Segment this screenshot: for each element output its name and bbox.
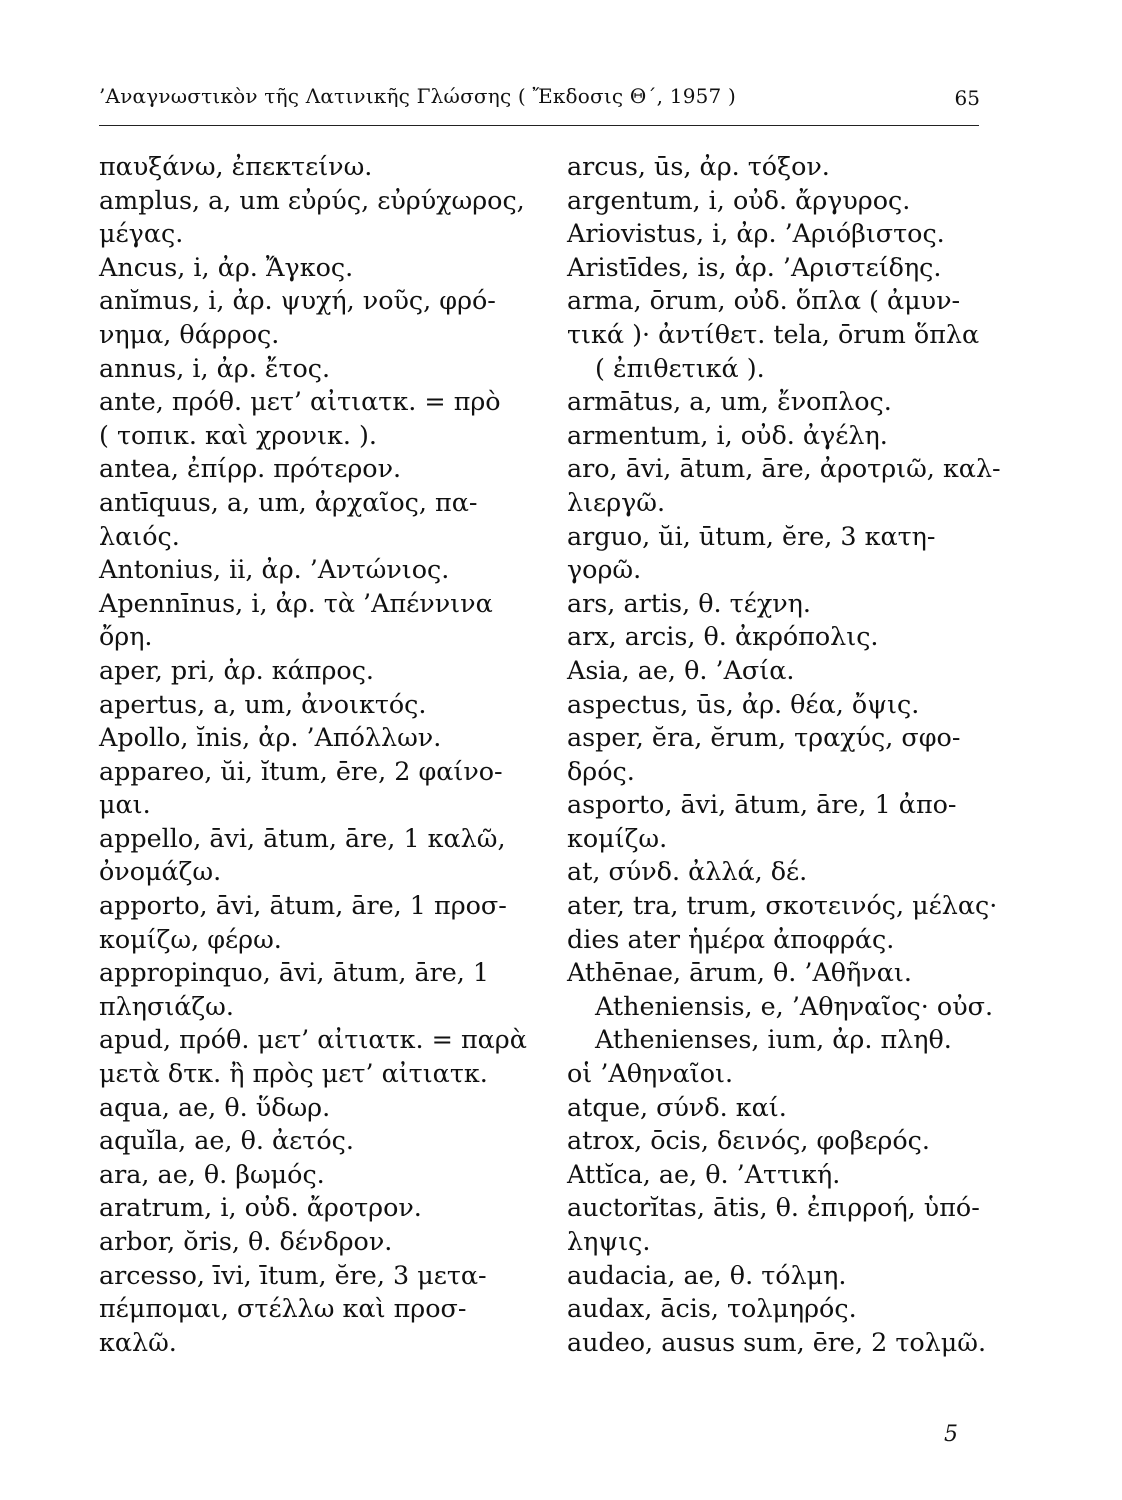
dictionary-line: asporto, āvi, ātum, āre, 1 ἀπο-: [567, 789, 957, 820]
dictionary-line: aqua, ae, θ. ὕδωρ.: [99, 1091, 331, 1122]
dictionary-line: μέγας.: [99, 218, 184, 249]
dictionary-line: δρός.: [567, 755, 635, 786]
dictionary-line: arbor, ŏris, θ. δένδρον.: [99, 1226, 393, 1256]
dictionary-line: asper, ĕra, ĕrum, τραχύς, σφο-: [567, 722, 961, 753]
dictionary-line: ( τοπικ. καὶ χρονικ. ).: [99, 419, 377, 450]
dictionary-line: τικά )· ἀντίθετ. tela, ōrum ὅπλα: [567, 318, 980, 349]
left-column: [99, 150, 539, 1359]
dictionary-line: Athenienses, ium, ἀρ. πληθ.: [595, 1024, 952, 1055]
dictionary-line: κομίζω.: [567, 822, 668, 853]
dictionary-line: μετὰ δτκ. ἢ πρὸς μετ’ αἰτιατκ.: [99, 1058, 488, 1089]
dictionary-line: arx, arcis, θ. ἀκρόπολις.: [567, 621, 879, 652]
dictionary-line: ara, ae, θ. βωμός.: [99, 1158, 325, 1189]
dictionary-line: καλῶ.: [99, 1326, 177, 1357]
dictionary-line: arcus, ūs, ἀρ. τόξον.: [567, 151, 830, 181]
dictionary-line: audacia, ae, θ. τόλμη.: [567, 1259, 847, 1290]
dictionary-line: ater, tra, trum, σκοτεινός, μέλας·: [567, 890, 998, 921]
dictionary-line: aquĭla, ae, θ. ἀετός.: [99, 1125, 354, 1156]
dictionary-line: apud, πρόθ. μετ’ αἰτιατκ. = παρὰ: [99, 1024, 527, 1055]
right-column: [567, 150, 1001, 1359]
dictionary-line: γορῶ.: [567, 554, 642, 585]
dictionary-line: anĭmus, i, ἀρ. ψυχή, νοῦς, φρό-: [99, 285, 496, 316]
dictionary-line: appropinquo, āvi, ātum, āre, 1: [99, 957, 490, 988]
dictionary-line: νημα, θάρρος.: [99, 318, 280, 349]
dictionary-line: πέμπομαι, στέλλω καὶ προσ-: [99, 1293, 467, 1324]
dictionary-line: Ancus, i, ἀρ. Ἄγκος.: [99, 251, 354, 282]
dictionary-line: appareo, ŭi, ĭtum, ēre, 2 φαίνο-: [99, 755, 503, 786]
dictionary-line: at, σύνδ. ἀλλά, δέ.: [567, 856, 808, 887]
dictionary-line: Atheniensis, e, ’Αθηναῖος· οὐσ.: [595, 990, 994, 1021]
dictionary-line: armātus, a, um, ἔνοπλος.: [567, 386, 892, 417]
dictionary-line: ( ἐπιθετικά ).: [595, 352, 765, 383]
header-rule: [99, 125, 979, 126]
dictionary-line: ante, πρόθ. μετ’ αἰτιατκ. = πρὸ: [99, 386, 501, 417]
dictionary-line: ληψις.: [567, 1226, 651, 1256]
dictionary-line: arguo, ŭi, ūtum, ĕre, 3 κατη-: [567, 520, 936, 551]
dictionary-line: arma, ōrum, οὐδ. ὅπλα ( ἀμυν-: [567, 285, 961, 316]
dictionary-line: audeo, ausus sum, ēre, 2 τολμῶ.: [567, 1326, 987, 1357]
dictionary-line: λαιός.: [99, 520, 180, 551]
dictionary-line: appello, āvi, ātum, āre, 1 καλῶ,: [99, 822, 506, 853]
dictionary-line: λιεργῶ.: [567, 486, 666, 517]
dictionary-line: Asia, ae, θ. ’Ασία.: [567, 654, 795, 685]
dictionary-line: aro, āvi, ātum, āre, ἀροτριῶ, καλ-: [567, 453, 1001, 484]
dictionary-line: Antonius, ii, ἀρ. ’Αντώνιος.: [99, 554, 450, 585]
dictionary-line: annus, i, ἀρ. ἔτος.: [99, 352, 331, 383]
dictionary-line: aratrum, i, οὐδ. ἄροτρον.: [99, 1192, 422, 1223]
running-header: ’Αναγνωστικὸν τῆς Λατινικῆς Γλώσσης ( Ἔκδοσις Θ΄, 1957 ): [99, 84, 737, 108]
dictionary-line: Attĭca, ae, θ. ’Αττική.: [567, 1158, 841, 1189]
dictionary-line: ὀνομάζω.: [99, 856, 222, 887]
dictionary-line: auctorĭtas, ātis, θ. ἐπιρροή, ὑπό-: [567, 1192, 980, 1223]
dictionary-line: antea, ἐπίρρ. πρότερον.: [99, 453, 402, 484]
dictionary-line: ὄρη.: [99, 621, 153, 652]
dictionary-line: amplus, a, um εὐρύς, εὐρύχωρος,: [99, 184, 525, 215]
dictionary-line: apertus, a, um, ἀνοικτός.: [99, 688, 427, 719]
dictionary-line: aper, pri, ἀρ. κάπρος.: [99, 654, 374, 685]
dictionary-line: πλησιάζω.: [99, 990, 234, 1021]
dictionary-line: argentum, i, οὐδ. ἄργυρος.: [567, 184, 911, 215]
dictionary-line: μαι.: [99, 789, 151, 820]
dictionary-line: dies ater ἡμέρα ἀποφράς.: [567, 923, 895, 954]
dictionary-line: Apennīnus, i, ἀρ. τὰ ’Απέννινα: [99, 587, 493, 618]
dictionary-line: κομίζω, φέρω.: [99, 923, 282, 954]
dictionary-line: οἱ ’Αθηναῖοι.: [567, 1058, 734, 1089]
dictionary-line: armentum, i, οὐδ. ἀγέλη.: [567, 419, 888, 450]
dictionary-line: Athēnae, ārum, θ. ’Αθῆναι.: [567, 957, 912, 988]
dictionary-line: atrox, ōcis, δεινός, φοβερός.: [567, 1125, 930, 1156]
dictionary-line: audax, ācis, τολμηρός.: [567, 1293, 857, 1324]
dictionary-line: atque, σύνδ. καί.: [567, 1091, 787, 1122]
dictionary-line: apporto, āvi, ātum, āre, 1 προσ-: [99, 890, 507, 921]
dictionary-line: arcesso, īvi, ītum, ĕre, 3 μετα-: [99, 1259, 487, 1290]
signature-mark: 5: [944, 1422, 958, 1447]
dictionary-line: ars, artis, θ. τέχνη.: [567, 587, 811, 618]
dictionary-line: aspectus, ūs, ἀρ. θέα, ὄψις.: [567, 688, 920, 719]
dictionary-line: Aristīdes, is, ἀρ. ’Αριστείδης.: [567, 251, 942, 282]
dictionary-line: Ariovistus, i, ἀρ. ’Αριόβιστος.: [567, 218, 945, 249]
dictionary-line: antīquus, a, um, ἀρχαῖος, πα-: [99, 486, 478, 517]
page-number: 65: [954, 86, 980, 110]
dictionary-line: Apollo, ĭnis, ἀρ. ’Απόλλων.: [99, 722, 442, 753]
dictionary-line: παυξάνω, ἐπεκτείνω.: [99, 151, 373, 181]
